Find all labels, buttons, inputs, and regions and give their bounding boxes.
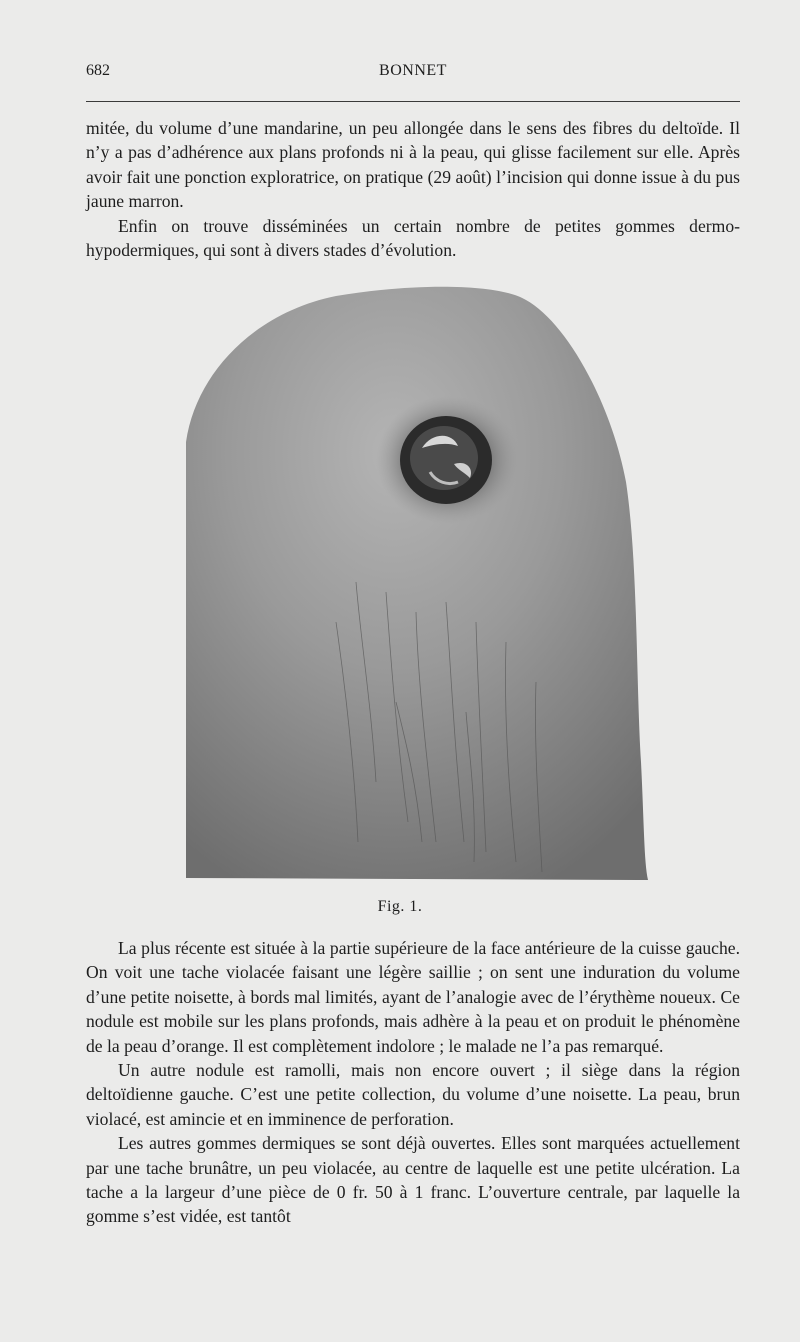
paragraph: Enfin on trouve disséminées un certain nombre de petites gommes dermo-hypodermiques, qui sont à divers stades d’évolution. <box>86 215 740 261</box>
paragraph: Les autres gommes dermiques se sont déjà ouvertes. Elles sont marquées actuellement par une tache brunâtre, un peu violacée, au centre de laquelle est une petite ulcération. La tache a la largeur d’une pièce de 0 fr. 50 à 1 franc. L’ouverture centrale, par laquelle la gomme s’est vidée, est tantôt <box>86 1133 740 1227</box>
running-head: BONNET <box>379 62 447 79</box>
figure-photo-shoulder <box>186 282 648 884</box>
text-block-top <box>86 116 740 262</box>
figure-caption: Fig. 1. <box>377 898 423 915</box>
text-block-bottom <box>86 936 740 1229</box>
paragraph: Un autre nodule est ramolli, mais non encore ouvert ; il siège dans la région deltoïdienne gauche. C’est une petite collection, du volume d’une noisette. La peau, brun violacé, est amincie et en imminence de perforation. <box>86 1060 740 1129</box>
paragraph: La plus récente est située à la partie supérieure de la face antérieure de la cuisse gauche. On voit une tache violacée faisant une légère saillie ; on sent une induration du volume d’une petite noisette, à bords mal limités, ayant de l’analogie avec de l’érythème noueux. Ce nodule est mobile sur les plans profonds, mais adhère à la peau et on produit le phénomène de la peau d’orange. Il est complètement indolore ; le malade ne l’a pas remarqué. <box>86 938 740 1056</box>
shoulder-silhouette <box>186 287 648 880</box>
paragraph: mitée, du volume d’une mandarine, un peu allongée dans le sens des fibres du deltoïde. Il n’y a pas d’adhérence aux plans profonds ni à la peau, qui glisse facilement sur elle. Après avoir fait une ponction exploratrice, on pratique (29 août) l’incision qui donne issue à du pus jaune marron. <box>86 118 740 212</box>
page-number: 682 <box>86 62 110 79</box>
header-rule <box>86 101 740 102</box>
page-header <box>86 62 740 90</box>
